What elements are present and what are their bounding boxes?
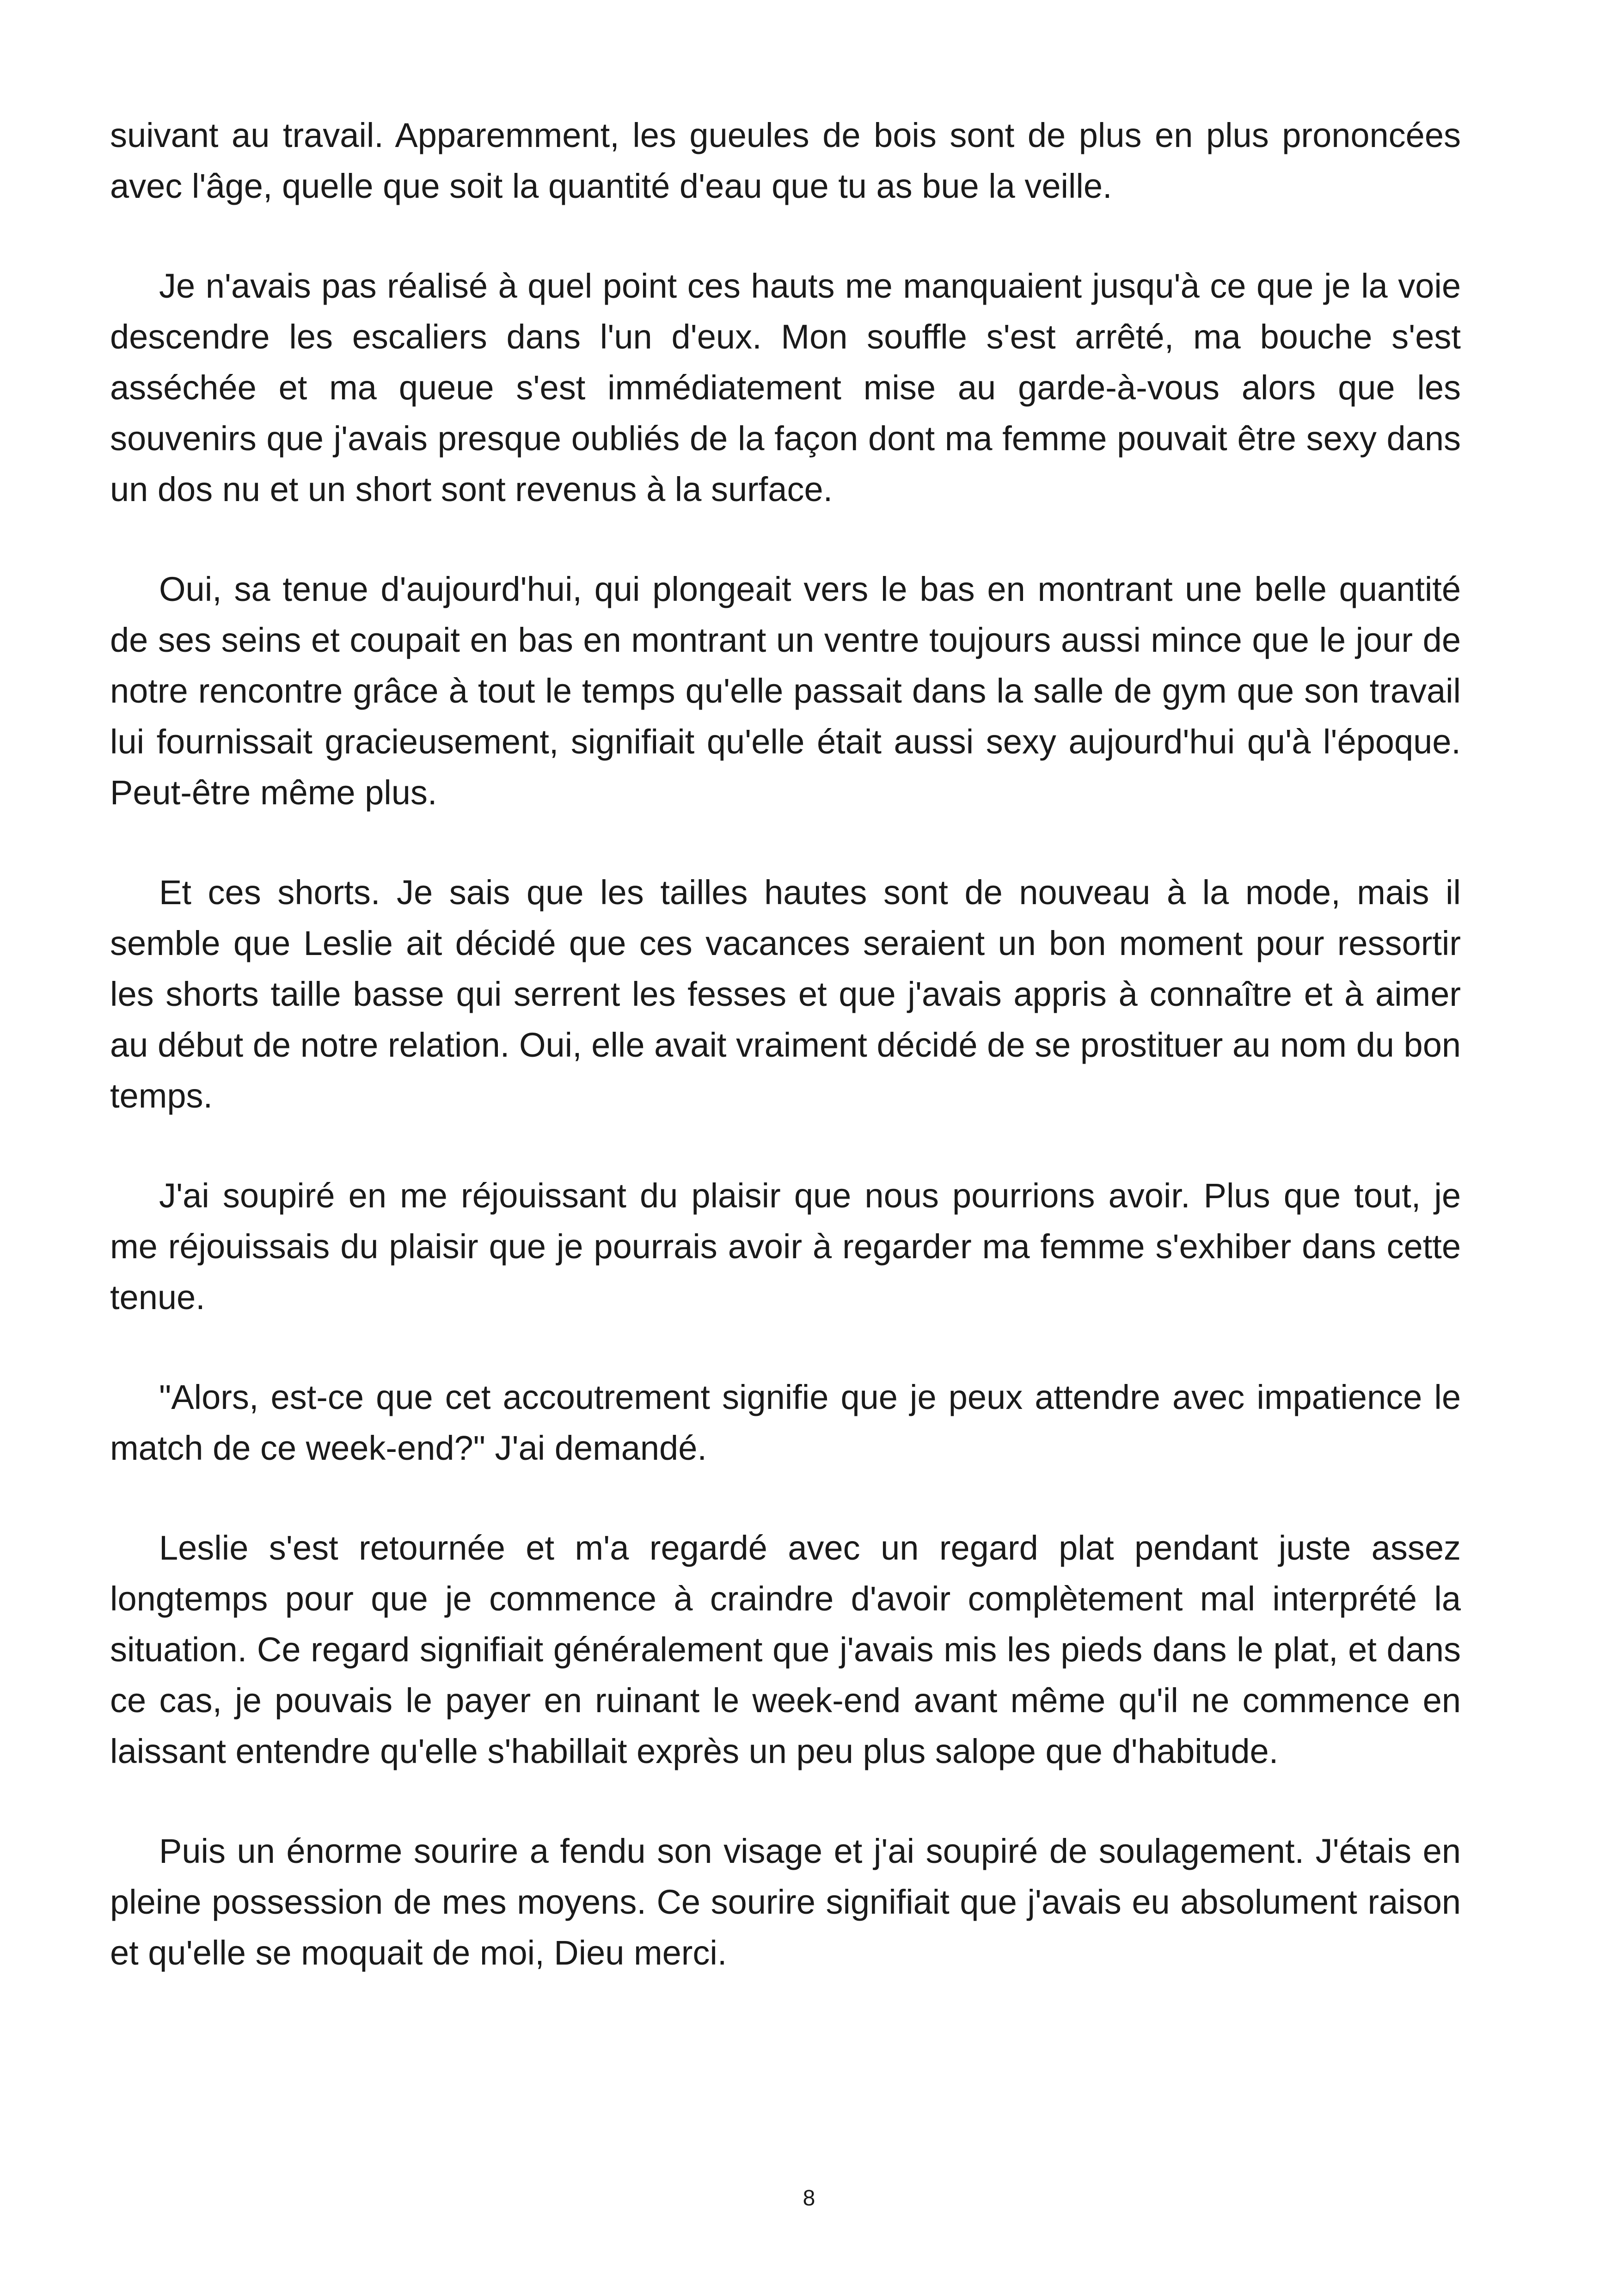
paragraph: suivant au travail. Apparemment, les gueules de bois sont de plus en plus prononcées avec l'âge, quelle que soit la quantité d'eau que tu as bue la veille. [110, 116, 1461, 205]
paragraph: Puis un énorme sourire a fendu son visage et j'ai soupiré de soulagement. J'étais en pleine possession de mes moyens. Ce sourire signifiait que j'avais eu absolument raison et qu'elle se moquait de moi, Dieu merci. [110, 1832, 1461, 1972]
paragraph: Leslie s'est retournée et m'a regardé avec un regard plat pendant juste assez longtemps pour que je commence à craindre d'avoir complètement mal interprété la situation. Ce regard signifiait généralement que j'avais mis les pieds dans le plat, et dans ce cas, je pouvais le payer en ruinant le week-end avant même qu'il ne commence en laissant entendre qu'elle s'habillait exprès un peu plus salope que d'habitude. [110, 1529, 1461, 1770]
paragraph: J'ai soupiré en me réjouissant du plaisir que nous pourrions avoir. Plus que tout, je me réjouissais du plaisir que je pourrais avoir à regarder ma femme s'exhiber dans cette tenue. [110, 1176, 1461, 1316]
paragraph: Oui, sa tenue d'aujourd'hui, qui plongeait vers le bas en montrant une belle quantité de ses seins et coupait en bas en montrant un ventre toujours aussi mince que le jour de notre rencontre grâce à tout le temps qu'elle passait dans la salle de gym que son travail lui fournissait gracieusement, signifiait qu'elle était aussi sexy aujourd'hui qu'à l'époque. Peut-être même plus. [110, 570, 1461, 812]
paragraph: Et ces shorts. Je sais que les tailles hautes sont de nouveau à la mode, mais il semble que Leslie ait décidé que ces vacances seraient un bon moment pour ressortir les shorts taille basse qui serrent les fesses et que j'avais appris à connaître et à aimer au début de notre relation. Oui, elle avait vraiment décidé de se prostituer au nom du bon temps. [110, 873, 1461, 1115]
paragraph: Je n'avais pas réalisé à quel point ces hauts me manquaient jusqu'à ce que je la voie descendre les escaliers dans l'un d'eux. Mon souffle s'est arrêté, ma bouche s'est asséchée et ma queue s'est immédiatement mise au garde-à-vous alors que les souvenirs que j'avais presque oubliés de la façon dont ma femme pouvait être sexy dans un dos nu et un short sont revenus à la surface. [110, 267, 1461, 508]
paragraph: "Alors, est-ce que cet accoutrement signifie que je peux attendre avec impatience le match de ce week-end?" J'ai demandé. [110, 1378, 1461, 1467]
body-text [110, 110, 1461, 2027]
page-number: 8 [803, 2186, 815, 2210]
